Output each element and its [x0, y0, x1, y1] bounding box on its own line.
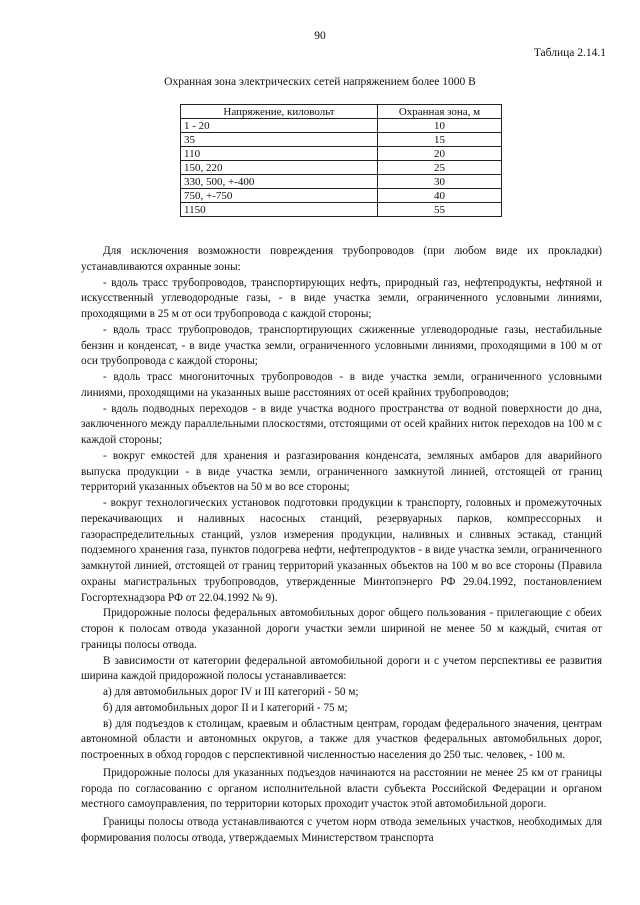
paragraph-strip-width-intro: В зависимости от категории федеральной автомобильной дороги и с учетом перспективы ее развития ширина каждой придорожной полосы устанавливается: — [81, 654, 602, 683]
paragraph-technological-installations: - вокруг технологических установок подготовки продукции к транспорту, головных и промежуточных перекачивающих и наливных насосных станций, резервуарных парков, компрессорных и газораспределительных станций, узлов измерения продукции, наливных и сливных эстакад, станций подземного хранения газа, пунктов подогрева нефти, нефтепродуктов - в виде участка земли, ограниченного замкнутой линией, отстоящей от границ территорий указанных объектов на 100 м во все стороны (Правила охраны магистральных трубопроводов, утвержденные Минтопэнерго РФ 29.04.1992, постановлением Госгортехнадзора РФ от 22.04.1992 № 9). — [81, 497, 602, 604]
cell-voltage: 1150 — [181, 203, 378, 217]
protection-zone-table — [180, 104, 502, 217]
table-label: Таблица 2.14.1 — [533, 47, 606, 59]
body-text — [81, 244, 602, 847]
header-voltage: Напряжение, киловольт — [181, 105, 378, 119]
table-row — [181, 147, 502, 161]
cell-voltage: 35 — [181, 133, 378, 147]
cell-voltage: 1 - 20 — [181, 119, 378, 133]
cell-voltage: 110 — [181, 147, 378, 161]
list-item-a: а) для автомобильных дорог IV и III категорий - 50 м; — [103, 686, 359, 698]
cell-zone: 25 — [378, 161, 502, 175]
list-item-c: в) для подъездов к столицам, краевым и областным центрам, городам федерального значения, центрам автономной области и автономных округов, а также для участков федеральных автомобильных дорог, построенных в обход городов с перспективной численностью населения до 250 тыс. человек, - 100 м. — [81, 717, 602, 761]
table-caption: Охранная зона электрических сетей напряжением более 1000 В — [164, 76, 476, 88]
page-number: 90 — [314, 30, 326, 42]
table-header-row — [181, 105, 502, 119]
paragraph-right-of-way-boundaries: Границы полосы отвода устанавливаются с учетом норм отвода земельных участков, необходимых для формирования полосы отвода, утверждаемых Министерством транспорта — [81, 816, 602, 844]
table-row — [181, 203, 502, 217]
paragraph-underwater-crossings: - вдоль подводных переходов - в виде участка водного пространства от водной поверхности до дна, заключенного между параллельными плоскостями, отстоящими от осей крайних ниток переходов на 100 м с каждой стороны; — [81, 402, 602, 446]
paragraph-multiline-pipelines: - вдоль трасс многониточных трубопроводов - в виде участка земли, ограниченного условными линиями, проходящими на указанных выше расстояниях от осей крайних трубопроводов; — [81, 371, 602, 399]
header-zone: Охранная зона, м — [378, 105, 502, 119]
table-row — [181, 189, 502, 203]
cell-zone: 15 — [378, 133, 502, 147]
list-item-b: б) для автомобильных дорог II и I категорий - 75 м; — [103, 701, 348, 714]
cell-zone: 30 — [378, 175, 502, 189]
cell-voltage: 330, 500, +-400 — [181, 175, 378, 189]
table-row — [181, 161, 502, 175]
paragraph-condensate-tanks: - вокруг емкостей для хранения и разгазирования конденсата, земляных амбаров для аварийного выпуска продукции - в виде участка земли, ограниченного замкнутой линией, отстоящей от границ территорий указанных объектов на 50 м во все стороны; — [81, 449, 602, 494]
table-row — [181, 119, 502, 133]
table-row — [181, 175, 502, 189]
paragraph-approach-roads: Придорожные полосы для указанных подъездов начинаются на расстоянии не менее 25 км от границы города по согласованию с органом исполнительной власти субъекта Российской Федерации и органом местного самоуправления, по территории которых проходит участок этой автомобильной дороги. — [81, 766, 602, 811]
paragraph-pipeline-zone-100m: - вдоль трасс трубопроводов, транспортирующих сжиженные углеводородные газы, нестабильные бензин и конденсат, - в виде участка земли, ограниченного условными линиями, проходящими в 100 м от оси трубопровода с каждой стороны; — [81, 323, 602, 368]
paragraph-roadside-strips: Придорожные полосы федеральных автомобильных дорог общего пользования - прилегающие с обеих сторон к полосам отвода указанной дороги участки земли шириной не менее 50 м каждый, считая от границы полосы отвода. — [81, 607, 602, 651]
cell-zone: 20 — [378, 147, 502, 161]
table-row — [181, 133, 502, 147]
cell-zone: 40 — [378, 189, 502, 203]
paragraph-pipeline-zone-25m: - вдоль трасс трубопроводов, транспортирующих нефть, природный газ, нефтепродукты, нефтяной и искусственный углеводородные газы, - в виде участка земли, ограниченного условными линиями, проходящими в 25 м от оси трубопровода с каждой стороны; — [81, 276, 602, 320]
paragraph-intro: Для исключения возможности повреждения трубопроводов (при любом виде их прокладки) устанавливаются охранные зоны: — [81, 245, 602, 273]
cell-voltage: 750, +-750 — [181, 189, 378, 203]
cell-zone: 10 — [378, 119, 502, 133]
cell-voltage: 150, 220 — [181, 161, 378, 175]
cell-zone: 55 — [378, 203, 502, 217]
